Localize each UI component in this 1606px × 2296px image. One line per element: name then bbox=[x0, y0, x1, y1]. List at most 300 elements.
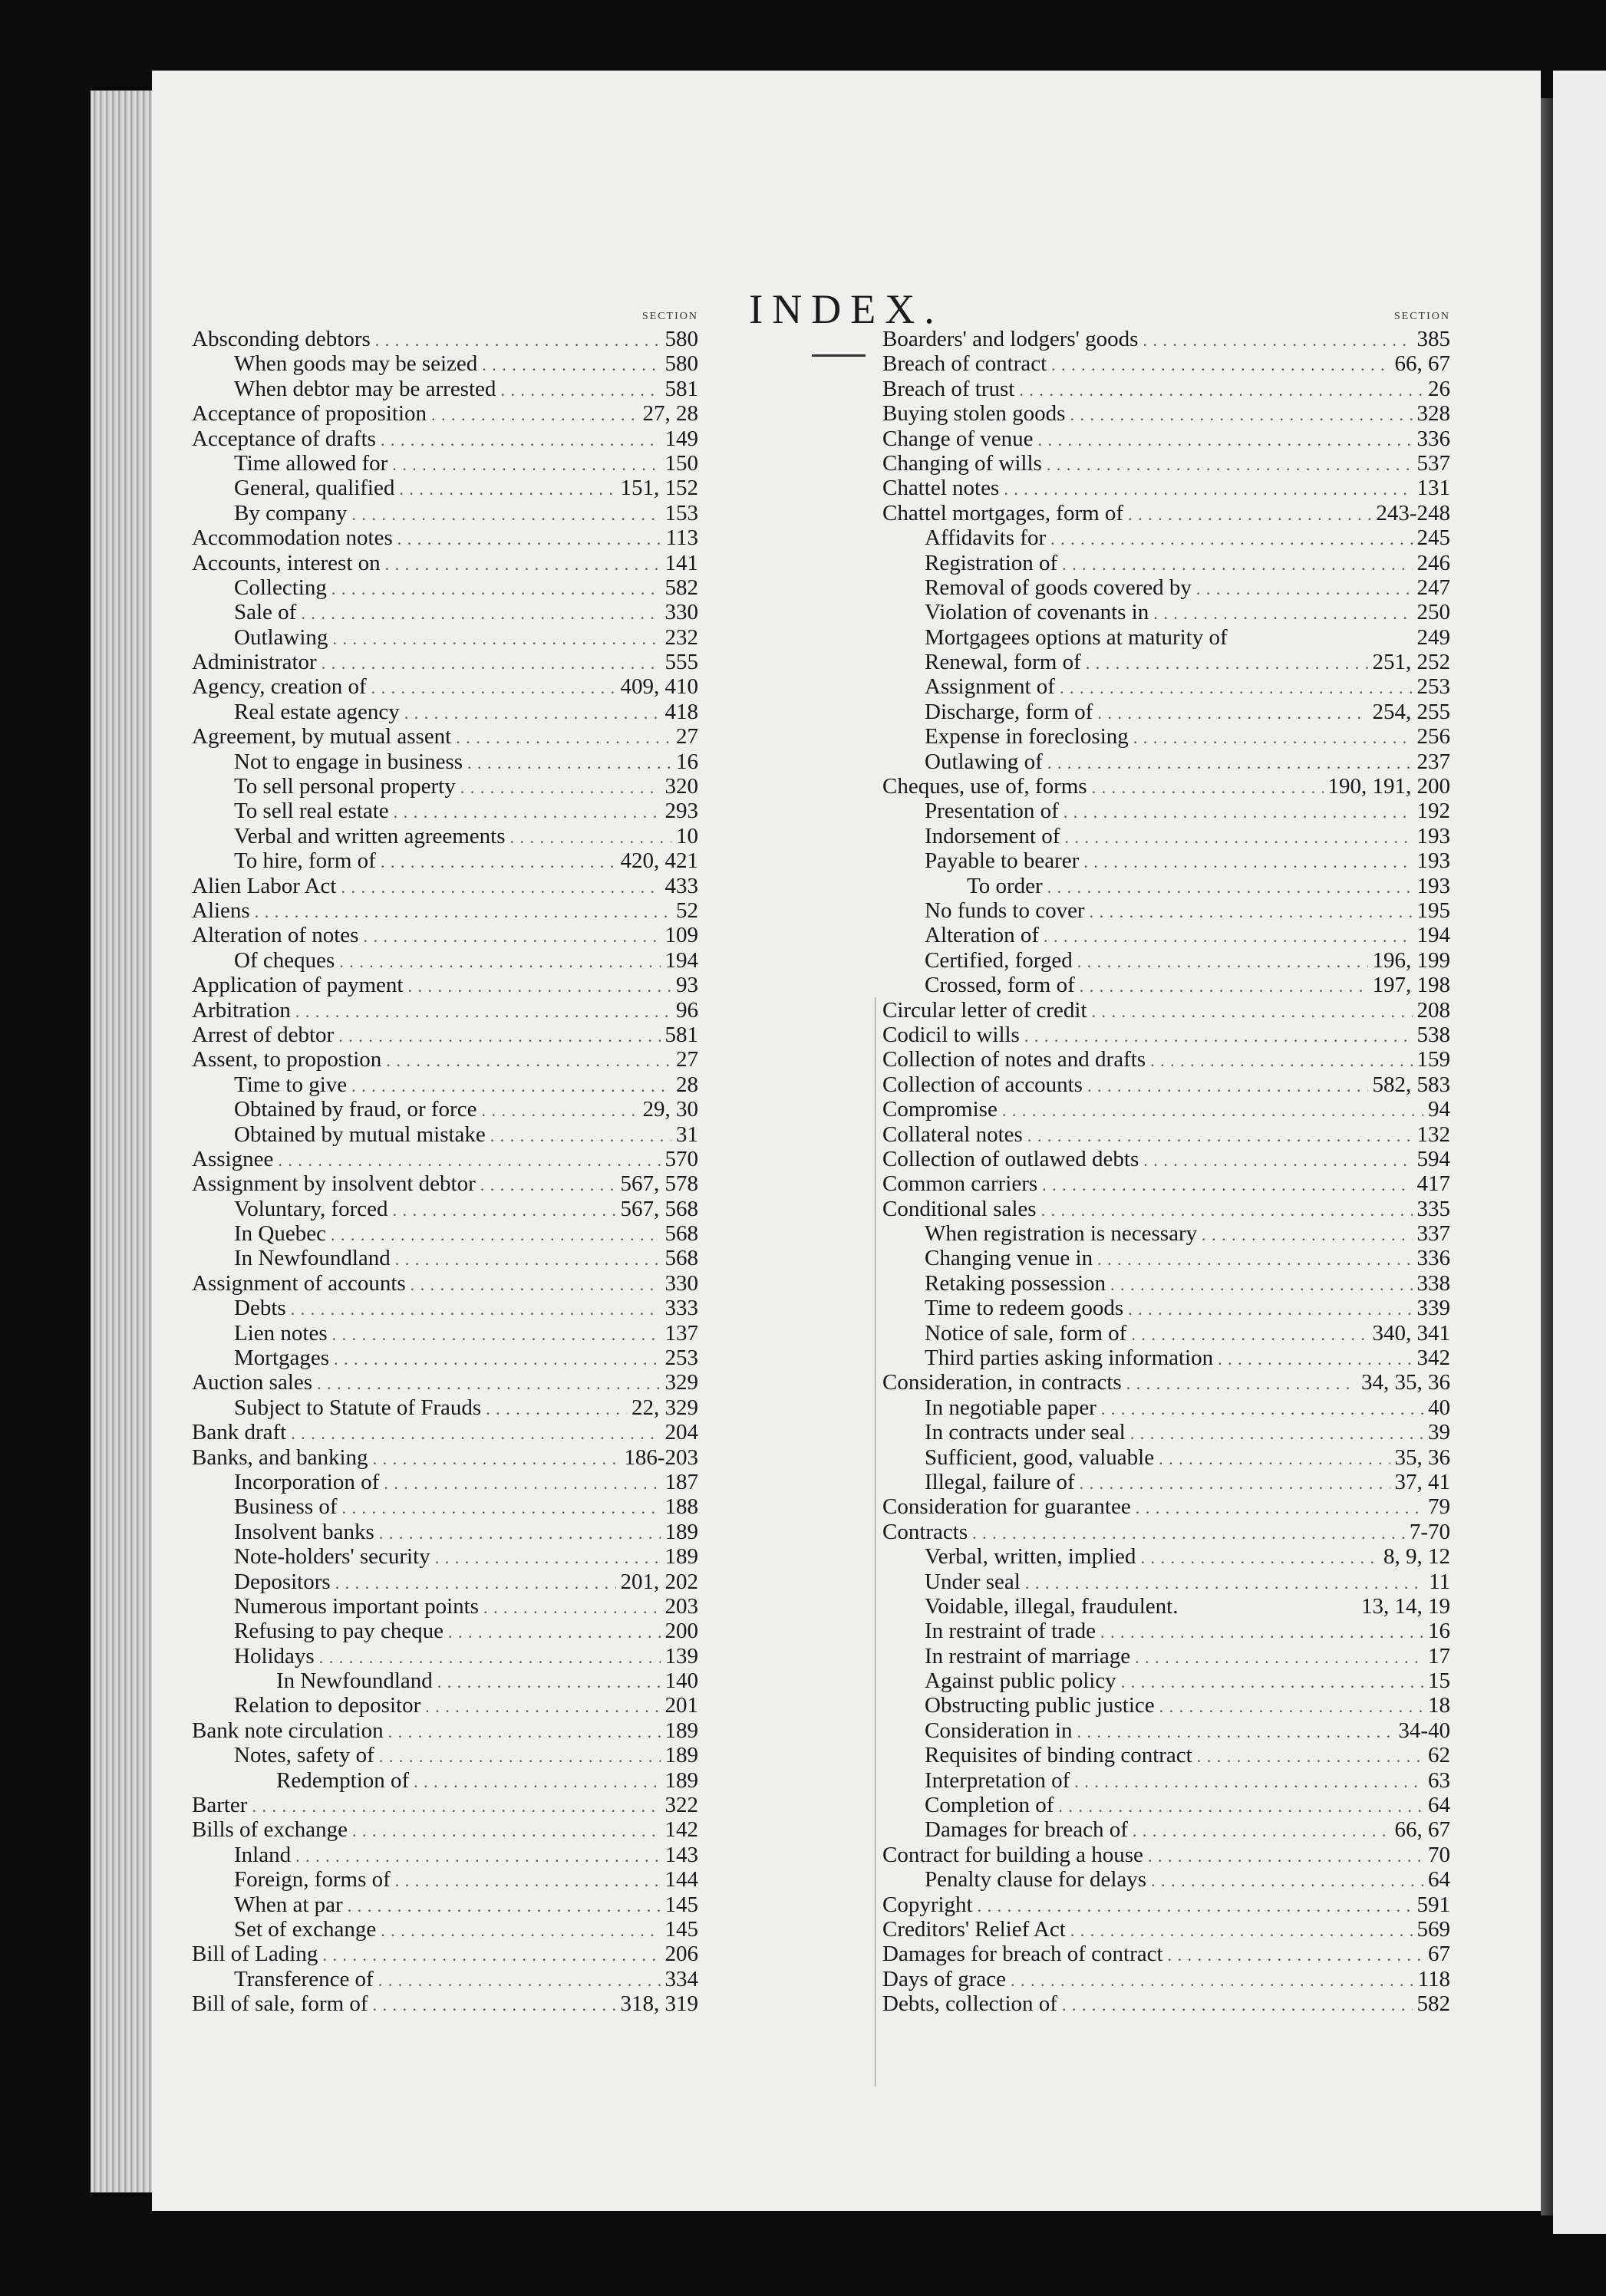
section-reference: 189 bbox=[664, 1544, 698, 1570]
dot-leader bbox=[1087, 1074, 1368, 1099]
section-reference: 581 bbox=[664, 1022, 698, 1047]
dot-leader bbox=[373, 1447, 620, 1471]
index-entry bbox=[882, 1023, 1450, 1047]
index-entry bbox=[192, 1570, 698, 1594]
dot-leader bbox=[381, 1919, 660, 1943]
dot-leader bbox=[331, 577, 661, 601]
index-term: Changing of wills bbox=[882, 450, 1042, 476]
index-term: Time allowed for bbox=[234, 450, 388, 476]
index-term: Changing venue in bbox=[925, 1246, 1093, 1271]
index-entry bbox=[882, 923, 1450, 947]
section-reference: 16 bbox=[1428, 1619, 1450, 1644]
dot-leader bbox=[381, 850, 616, 875]
index-term: Compromise bbox=[882, 1097, 998, 1122]
index-entry bbox=[882, 600, 1450, 624]
index-term: Circular letter of credit bbox=[882, 997, 1087, 1023]
index-entry bbox=[192, 1072, 698, 1097]
index-term: Consideration for guarantee bbox=[882, 1494, 1131, 1520]
index-term: Debts bbox=[234, 1296, 286, 1321]
index-entry bbox=[192, 1420, 698, 1444]
index-entry bbox=[882, 1445, 1450, 1470]
section-reference: 189 bbox=[664, 1519, 698, 1544]
section-reference: 318, 319 bbox=[620, 1991, 698, 2017]
section-reference: 254, 255 bbox=[1372, 699, 1450, 724]
section-reference: 96 bbox=[676, 997, 698, 1023]
index-term: In Quebec bbox=[234, 1221, 326, 1247]
dot-leader bbox=[291, 1421, 660, 1446]
dot-leader bbox=[486, 1397, 627, 1421]
index-term: Payable to bearer bbox=[925, 848, 1080, 874]
index-entry bbox=[882, 724, 1450, 749]
index-term: Collection of notes and drafts bbox=[882, 1047, 1146, 1072]
index-term: Time to give bbox=[234, 1072, 348, 1097]
section-reference: 63 bbox=[1428, 1767, 1450, 1793]
index-entry bbox=[882, 650, 1450, 674]
dot-leader bbox=[1047, 875, 1413, 900]
index-term: Arrest of debtor bbox=[192, 1022, 335, 1047]
section-reference: 189 bbox=[664, 1743, 698, 1768]
section-reference: 336 bbox=[1416, 1246, 1450, 1271]
section-reference: 10 bbox=[676, 823, 698, 848]
index-entry bbox=[882, 848, 1450, 873]
dot-leader bbox=[1058, 1794, 1423, 1819]
section-reference: 420, 421 bbox=[620, 848, 698, 874]
section-reference: 118 bbox=[1417, 1966, 1450, 1991]
index-term: To hire, form of bbox=[234, 848, 376, 874]
dot-leader bbox=[1050, 527, 1412, 552]
index-entry bbox=[192, 1817, 698, 1842]
section-reference: 251, 252 bbox=[1372, 650, 1450, 675]
index-term: Subject to Statute of Frauds bbox=[234, 1395, 482, 1420]
index-term: Codicil to wills bbox=[882, 1022, 1020, 1047]
index-entry bbox=[192, 625, 698, 650]
dot-leader bbox=[322, 651, 661, 676]
dot-leader bbox=[1126, 1372, 1357, 1396]
dot-leader bbox=[972, 1521, 1405, 1546]
section-reference: 568 bbox=[664, 1246, 698, 1271]
index-term: Illegal, failure of bbox=[925, 1469, 1075, 1494]
dot-leader bbox=[1140, 1546, 1379, 1570]
dot-leader bbox=[1051, 353, 1390, 377]
index-entry bbox=[882, 1221, 1450, 1246]
index-term: Days of grace bbox=[882, 1966, 1007, 1991]
index-term: Business of bbox=[234, 1494, 338, 1520]
dot-leader bbox=[399, 477, 615, 502]
section-reference: 322 bbox=[664, 1793, 698, 1818]
dot-leader bbox=[319, 1645, 661, 1670]
section-reference: 193 bbox=[1416, 848, 1450, 874]
index-entry bbox=[192, 600, 698, 624]
dot-leader bbox=[1151, 1869, 1423, 1893]
index-term: Holidays bbox=[234, 1643, 315, 1668]
dot-leader bbox=[1218, 1347, 1412, 1372]
dot-leader bbox=[1011, 1968, 1413, 1993]
section-reference: 333 bbox=[664, 1296, 698, 1321]
dot-leader bbox=[1047, 751, 1413, 776]
index-entry bbox=[192, 1246, 698, 1270]
dot-leader bbox=[1168, 1943, 1423, 1968]
index-entry bbox=[192, 1718, 698, 1743]
index-term: Time to redeem goods bbox=[925, 1296, 1124, 1321]
index-entry bbox=[882, 1594, 1450, 1619]
index-term: Buying stolen goods bbox=[882, 401, 1066, 427]
index-term: Of cheques bbox=[234, 947, 335, 973]
index-term: No funds to cover bbox=[925, 898, 1085, 923]
dot-leader bbox=[348, 1894, 661, 1919]
facing-page bbox=[1553, 71, 1606, 2234]
index-entry bbox=[192, 427, 698, 451]
dot-leader bbox=[1041, 1198, 1413, 1223]
section-reference: 330 bbox=[664, 600, 698, 625]
index-term: When at par bbox=[234, 1892, 343, 1917]
index-entry bbox=[882, 525, 1450, 550]
index-term: Assent, to propostion bbox=[192, 1047, 382, 1072]
section-reference: 409, 410 bbox=[620, 674, 698, 700]
index-entry bbox=[882, 1494, 1450, 1519]
index-entry bbox=[882, 1047, 1450, 1072]
section-reference: 27 bbox=[676, 724, 698, 749]
section-reference: 144 bbox=[664, 1867, 698, 1892]
dot-leader bbox=[255, 900, 671, 924]
index-entry bbox=[192, 1122, 698, 1147]
index-term: Assignment of accounts bbox=[192, 1270, 406, 1296]
section-reference: 109 bbox=[664, 923, 698, 948]
index-entry bbox=[882, 1520, 1450, 1544]
index-entry bbox=[882, 327, 1450, 351]
index-entry bbox=[882, 1718, 1450, 1743]
section-reference: 194 bbox=[1416, 923, 1450, 948]
dot-leader bbox=[1148, 1844, 1423, 1869]
section-reference: 249 bbox=[1416, 624, 1450, 650]
index-entry bbox=[882, 1817, 1450, 1842]
dot-leader bbox=[404, 701, 661, 726]
section-reference: 66, 67 bbox=[1394, 351, 1450, 377]
dot-leader bbox=[332, 627, 660, 651]
section-reference: 582 bbox=[1416, 1991, 1450, 2017]
index-entry bbox=[192, 501, 698, 525]
index-entry bbox=[882, 1644, 1450, 1668]
index-column-right bbox=[737, 307, 1450, 2017]
section-reference: 34, 35, 36 bbox=[1361, 1370, 1450, 1395]
section-reference: 334 bbox=[664, 1966, 698, 1991]
index-entry bbox=[192, 1271, 698, 1296]
index-entry bbox=[192, 1023, 698, 1047]
index-entry bbox=[192, 774, 698, 799]
index-entry bbox=[192, 327, 698, 351]
index-entry bbox=[192, 476, 698, 500]
index-term: Voidable, illegal, fraudulent. bbox=[925, 1593, 1179, 1619]
section-reference: 247 bbox=[1416, 575, 1450, 600]
index-term: Boarders' and lodgers' goods bbox=[882, 327, 1139, 351]
dot-leader bbox=[395, 1869, 661, 1893]
section-reference: 253 bbox=[1416, 674, 1450, 700]
index-entry bbox=[882, 1570, 1450, 1594]
index-term: Under seal bbox=[925, 1569, 1021, 1594]
section-reference: 555 bbox=[664, 650, 698, 675]
section-reference: 580 bbox=[664, 351, 698, 377]
index-entry bbox=[192, 1520, 698, 1544]
section-reference: 16 bbox=[676, 749, 698, 774]
index-term: Bank note circulation bbox=[192, 1718, 384, 1743]
section-reference: 293 bbox=[664, 799, 698, 824]
index-entry bbox=[192, 973, 698, 997]
section-reference: 192 bbox=[1416, 799, 1450, 824]
section-reference: 62 bbox=[1428, 1743, 1450, 1768]
section-reference: 256 bbox=[1416, 724, 1450, 749]
dot-leader bbox=[334, 1347, 660, 1372]
section-heading-left: SECTION bbox=[641, 311, 698, 322]
index-term: In Newfoundland bbox=[234, 1246, 391, 1271]
section-reference: 151, 152 bbox=[620, 476, 698, 501]
section-reference: 197, 198 bbox=[1372, 973, 1450, 998]
section-reference: 145 bbox=[664, 1892, 698, 1917]
section-reference: 131 bbox=[1416, 476, 1450, 501]
index-entry bbox=[882, 998, 1450, 1023]
index-entry bbox=[882, 1321, 1450, 1346]
section-reference: 64 bbox=[1428, 1793, 1450, 1818]
index-entry bbox=[882, 749, 1450, 774]
dot-leader bbox=[483, 1596, 661, 1620]
index-term: Relation to depositor bbox=[234, 1693, 421, 1718]
section-reference: 340, 341 bbox=[1372, 1320, 1450, 1346]
dot-leader bbox=[1153, 601, 1412, 626]
index-term: Creditors' Relief Act bbox=[882, 1917, 1066, 1942]
index-entry bbox=[192, 1917, 698, 1942]
section-reference: 580 bbox=[664, 327, 698, 351]
section-reference: 52 bbox=[676, 898, 698, 923]
index-entry bbox=[882, 674, 1450, 699]
index-entry bbox=[882, 824, 1450, 848]
section-reference: 39 bbox=[1428, 1420, 1450, 1445]
section-reference: 253 bbox=[664, 1346, 698, 1371]
dot-leader bbox=[1143, 328, 1412, 353]
section-reference: 250 bbox=[1416, 600, 1450, 625]
index-entry bbox=[882, 427, 1450, 451]
index-term: Contracts bbox=[882, 1519, 968, 1544]
index-term: Notice of sale, form of bbox=[925, 1320, 1127, 1346]
index-entry bbox=[882, 1271, 1450, 1296]
index-term: Arbitration bbox=[192, 997, 291, 1023]
dot-leader bbox=[1074, 1770, 1423, 1794]
index-term: In Newfoundland bbox=[276, 1668, 433, 1694]
dot-leader bbox=[1092, 1000, 1413, 1024]
section-reference: 418 bbox=[664, 699, 698, 724]
section-reference: 194 bbox=[664, 947, 698, 973]
index-entry bbox=[882, 575, 1450, 600]
index-term: Bill of Lading bbox=[192, 1942, 318, 1967]
section-reference: 568 bbox=[664, 1221, 698, 1247]
dot-leader bbox=[1070, 403, 1412, 427]
index-entry bbox=[882, 401, 1450, 426]
dot-leader bbox=[1135, 1645, 1423, 1670]
index-entry bbox=[882, 1470, 1450, 1494]
dot-leader bbox=[448, 1620, 660, 1645]
index-entry bbox=[882, 476, 1450, 500]
index-entry bbox=[192, 1942, 698, 1966]
index-entry bbox=[192, 377, 698, 401]
index-term: Damages for breach of bbox=[925, 1817, 1128, 1843]
index-entry bbox=[192, 1668, 698, 1693]
dot-leader bbox=[500, 378, 660, 403]
index-entry bbox=[192, 1321, 698, 1346]
index-entry bbox=[192, 575, 698, 600]
index-term: Violation of covenants in bbox=[925, 600, 1149, 625]
index-entry bbox=[192, 1693, 698, 1718]
index-term: Contract for building a house bbox=[882, 1842, 1143, 1867]
section-reference: 196, 199 bbox=[1372, 947, 1450, 973]
index-term: Discharge, form of bbox=[925, 699, 1093, 724]
index-entry bbox=[882, 1147, 1450, 1171]
dot-leader bbox=[1092, 776, 1324, 800]
dot-leader bbox=[1019, 378, 1423, 403]
index-entry bbox=[192, 1470, 698, 1494]
index-entry bbox=[192, 1494, 698, 1519]
index-term: Collection of accounts bbox=[882, 1072, 1083, 1097]
section-reference: 567, 568 bbox=[620, 1196, 698, 1221]
index-term: Alien Labor Act bbox=[192, 873, 337, 898]
index-entry bbox=[192, 1843, 698, 1867]
dot-leader bbox=[435, 1546, 661, 1570]
index-term: Consideration in bbox=[925, 1718, 1073, 1743]
section-reference: 79 bbox=[1428, 1494, 1450, 1520]
index-entry bbox=[882, 1420, 1450, 1444]
section-reference: 139 bbox=[664, 1643, 698, 1668]
section-reference: 142 bbox=[664, 1817, 698, 1843]
dot-leader bbox=[1110, 1273, 1412, 1297]
dot-leader bbox=[332, 1323, 661, 1347]
dot-leader bbox=[295, 1000, 671, 1024]
section-reference: 29, 30 bbox=[642, 1097, 698, 1122]
index-entry bbox=[882, 451, 1450, 476]
index-term: Alteration of bbox=[925, 923, 1039, 948]
index-term: Alteration of notes bbox=[192, 923, 359, 948]
index-term: Barter bbox=[192, 1793, 248, 1818]
dot-leader bbox=[1133, 726, 1413, 750]
section-reference: 143 bbox=[664, 1842, 698, 1867]
section-reference: 37, 41 bbox=[1394, 1469, 1450, 1494]
index-entry bbox=[882, 1122, 1450, 1147]
page-title: INDEX. bbox=[749, 286, 944, 332]
index-term: Assignment by insolvent debtor bbox=[192, 1171, 476, 1197]
index-term: Removal of goods covered by bbox=[925, 575, 1192, 600]
dot-leader bbox=[510, 825, 672, 850]
section-reference: 201 bbox=[664, 1693, 698, 1718]
section-reference: 193 bbox=[1416, 823, 1450, 848]
index-term: Presentation of bbox=[925, 799, 1059, 824]
index-term: Crossed, form of bbox=[925, 973, 1075, 998]
index-term: Obstructing public justice bbox=[925, 1693, 1155, 1718]
index-term: By company bbox=[234, 500, 348, 525]
section-reference: 538 bbox=[1416, 1022, 1450, 1047]
section-reference: 35, 36 bbox=[1394, 1444, 1450, 1470]
dot-leader bbox=[456, 726, 671, 750]
index-entry bbox=[882, 948, 1450, 973]
index-term: Bill of sale, form of bbox=[192, 1991, 368, 2017]
section-reference: 27 bbox=[676, 1047, 698, 1072]
index-entry bbox=[192, 1619, 698, 1643]
index-term: Breach of contract bbox=[882, 351, 1047, 377]
dot-leader bbox=[1090, 900, 1413, 924]
index-term: Assignment of bbox=[925, 674, 1055, 700]
dot-leader bbox=[379, 1744, 661, 1769]
dot-leader bbox=[1136, 1496, 1423, 1520]
index-entry bbox=[882, 973, 1450, 997]
section-reference: 159 bbox=[1416, 1047, 1450, 1072]
index-term: Inland bbox=[234, 1842, 292, 1867]
dot-leader bbox=[1086, 651, 1368, 676]
index-term: Administrator bbox=[192, 650, 317, 675]
index-entry bbox=[882, 1072, 1450, 1097]
section-reference: 581 bbox=[664, 376, 698, 401]
index-entry bbox=[192, 525, 698, 550]
index-term: Bills of exchange bbox=[192, 1817, 348, 1843]
index-entry bbox=[192, 1395, 698, 1420]
dot-leader bbox=[341, 875, 660, 900]
index-entry bbox=[882, 1097, 1450, 1122]
book-page-edges bbox=[91, 91, 152, 2192]
index-term: Renewal, form of bbox=[925, 650, 1081, 675]
index-term: In restraint of marriage bbox=[925, 1643, 1131, 1668]
index-entry bbox=[192, 401, 698, 426]
section-reference: 11 bbox=[1429, 1569, 1450, 1594]
section-reference: 17 bbox=[1428, 1643, 1450, 1668]
index-entry bbox=[192, 1171, 698, 1196]
index-term: Banks, and banking bbox=[192, 1444, 368, 1470]
section-reference: 433 bbox=[664, 873, 698, 898]
dot-leader bbox=[1062, 552, 1412, 577]
index-term: Debts, collection of bbox=[882, 1991, 1057, 2017]
dot-leader bbox=[467, 751, 671, 776]
index-entry bbox=[192, 898, 698, 923]
index-entry bbox=[882, 1544, 1450, 1569]
index-term: When registration is necessary bbox=[925, 1221, 1198, 1247]
section-reference: 188 bbox=[664, 1494, 698, 1520]
section-reference: 337 bbox=[1416, 1221, 1450, 1247]
index-term: In negotiable paper bbox=[925, 1395, 1096, 1420]
section-reference: 40 bbox=[1428, 1395, 1450, 1420]
index-entry bbox=[882, 1395, 1450, 1420]
index-term: Retaking possession bbox=[925, 1270, 1106, 1296]
index-term: Auction sales bbox=[192, 1370, 313, 1395]
dot-leader bbox=[1130, 1421, 1423, 1446]
dot-leader bbox=[460, 776, 661, 800]
dot-leader bbox=[352, 1819, 661, 1843]
dot-leader bbox=[431, 403, 638, 427]
index-term: To order bbox=[967, 873, 1043, 898]
section-reference: 335 bbox=[1416, 1196, 1450, 1221]
index-term: Incorporation of bbox=[234, 1469, 380, 1494]
dot-leader bbox=[1143, 1148, 1412, 1173]
index-term: In restraint of trade bbox=[925, 1619, 1096, 1644]
section-reference: 582, 583 bbox=[1372, 1072, 1450, 1097]
section-reference: 28 bbox=[676, 1072, 698, 1097]
section-reference: 591 bbox=[1416, 1892, 1450, 1917]
dot-leader bbox=[1097, 701, 1367, 726]
index-term: Collection of outlawed debts bbox=[882, 1146, 1139, 1171]
section-reference: 201, 202 bbox=[620, 1569, 698, 1594]
index-term: Agency, creation of bbox=[192, 674, 367, 700]
section-reference: 64 bbox=[1428, 1867, 1450, 1892]
index-entry bbox=[192, 1047, 698, 1072]
section-reference: 417 bbox=[1416, 1171, 1450, 1197]
section-reference: 15 bbox=[1428, 1668, 1450, 1694]
section-reference: 203 bbox=[664, 1593, 698, 1619]
dot-leader bbox=[411, 1273, 661, 1297]
index-entry bbox=[882, 1370, 1450, 1395]
index-entry bbox=[192, 1793, 698, 1817]
section-reference: 7-70 bbox=[1409, 1519, 1450, 1544]
index-term: Change of venue bbox=[882, 426, 1034, 451]
